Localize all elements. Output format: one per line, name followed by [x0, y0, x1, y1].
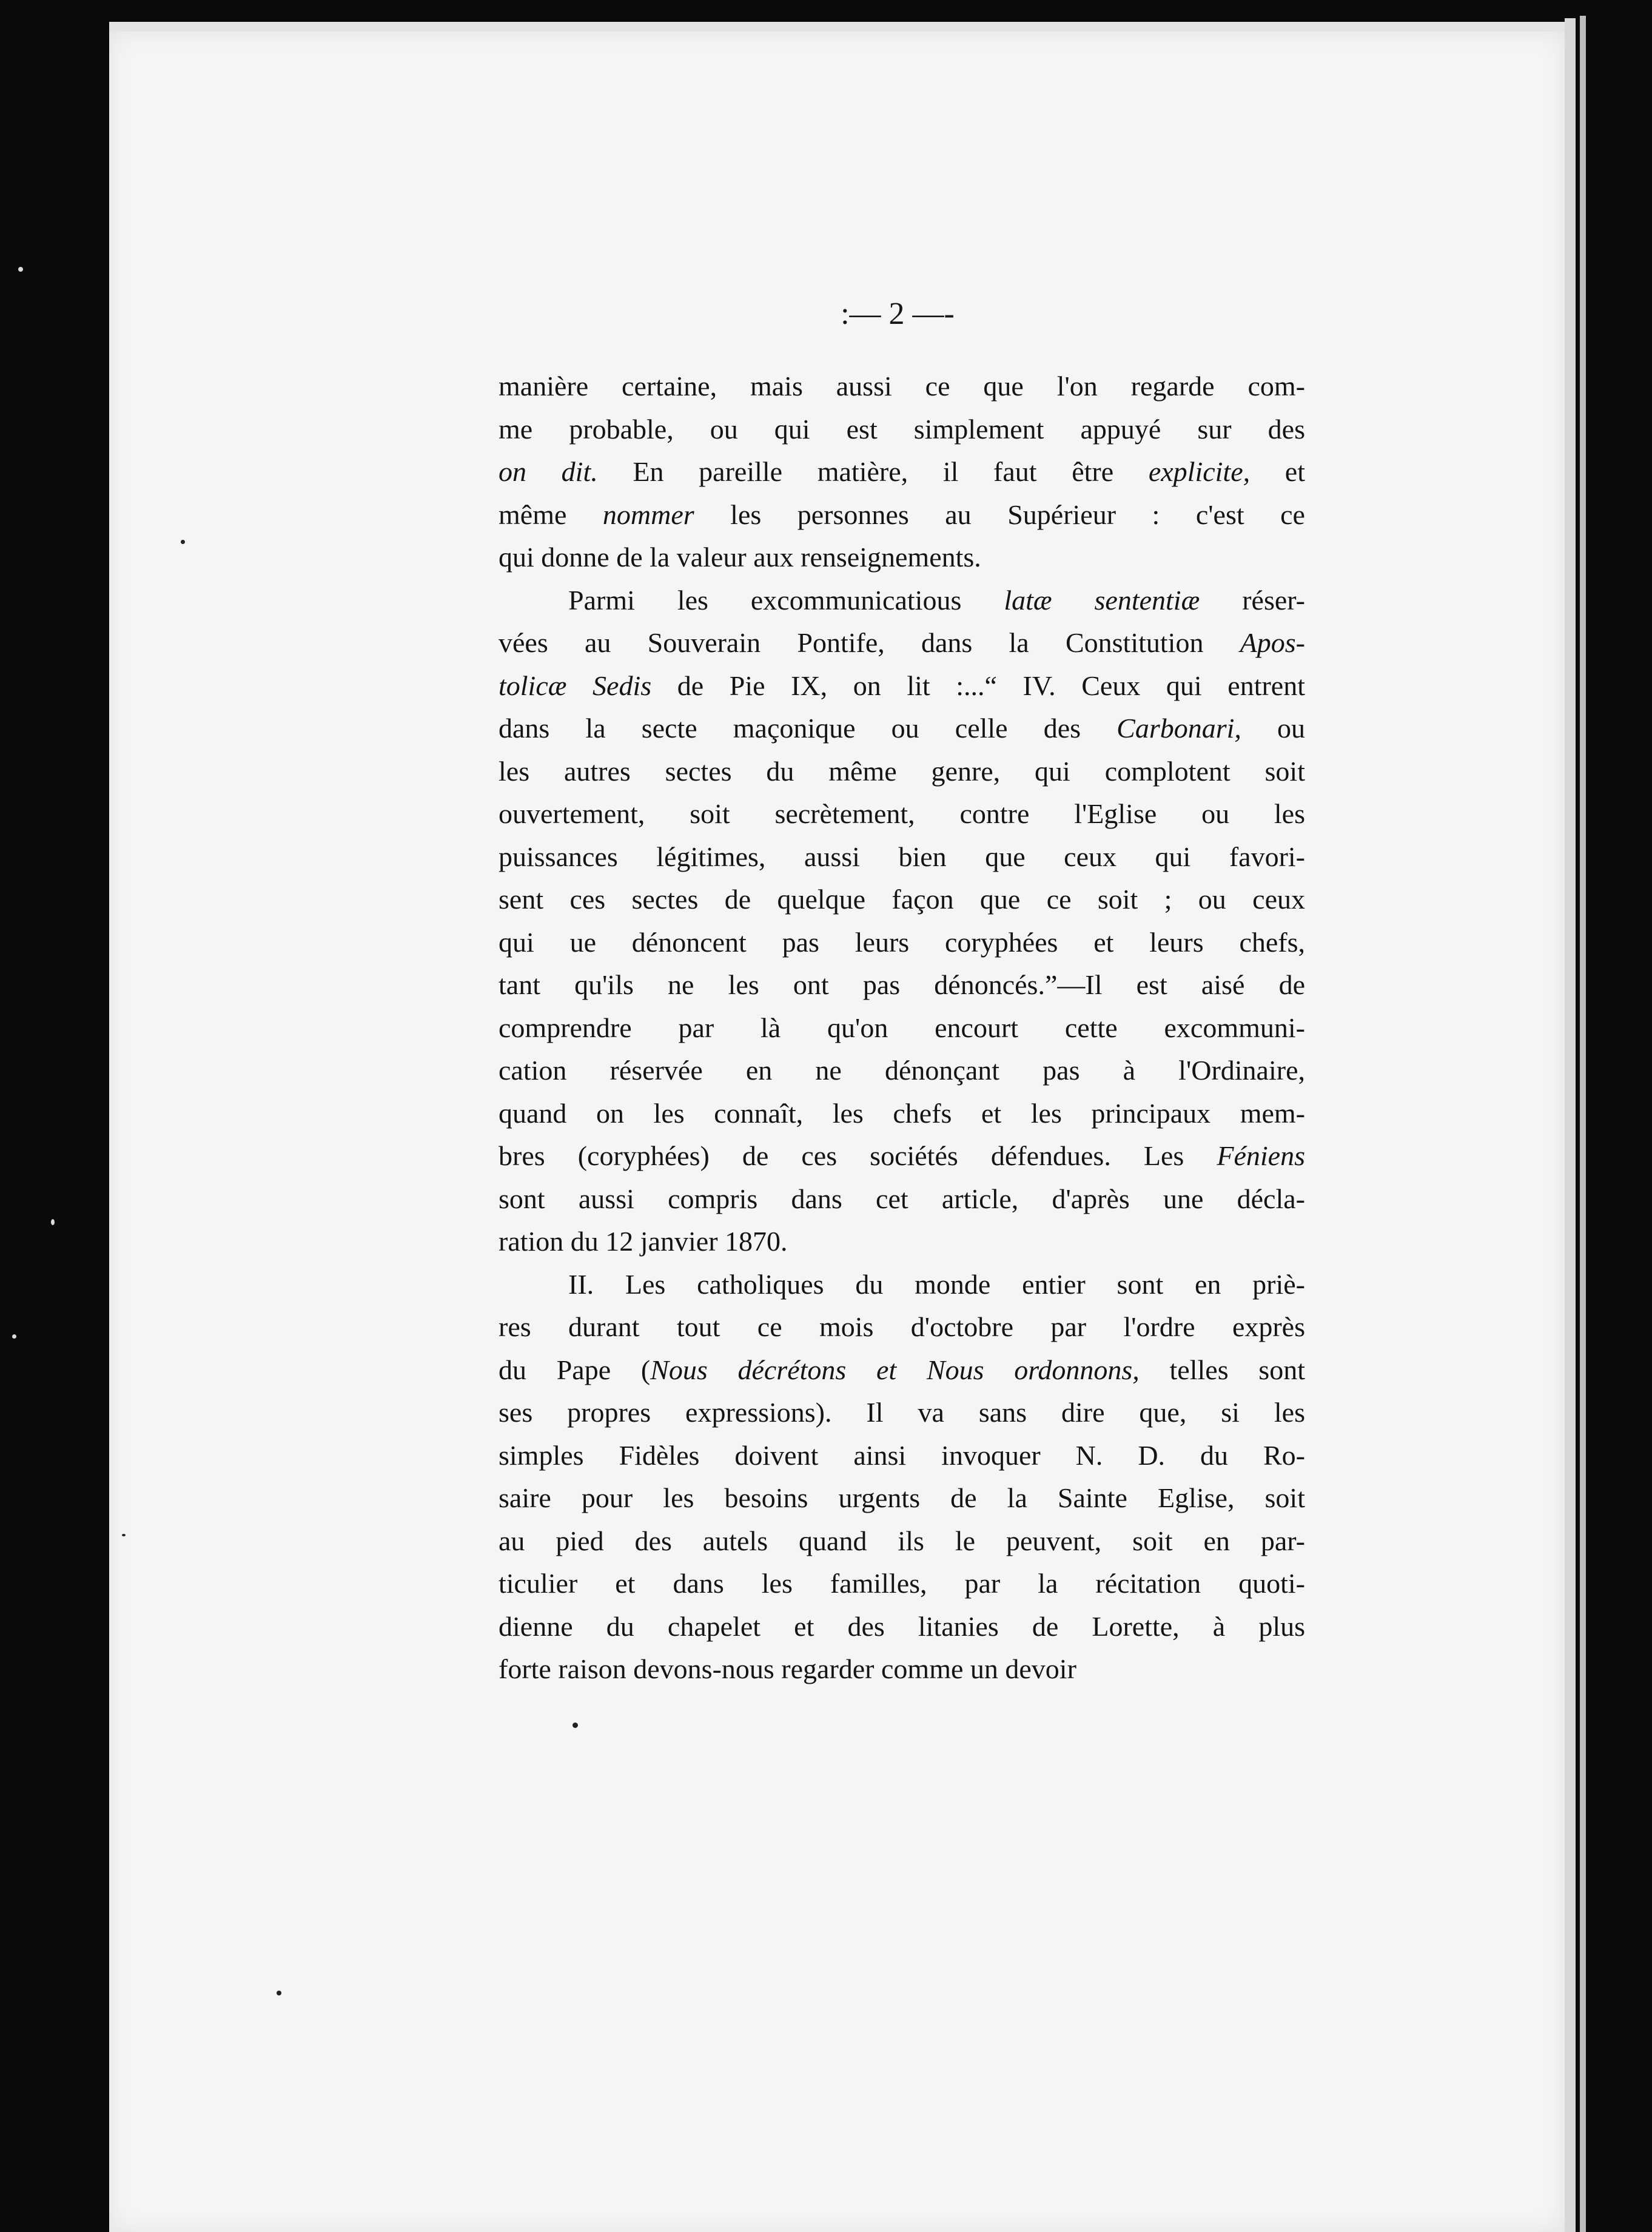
- text-run: sont aussi compris dans cet article, d'après une décla-: [499, 1183, 1305, 1214]
- text-line: [499, 836, 1305, 879]
- text-run: ticulier et dans les familles, par la récitation quoti-: [499, 1568, 1305, 1599]
- italic-run: Carbonari,: [1116, 713, 1241, 744]
- scan-speck: [51, 1219, 55, 1225]
- text-line: [499, 921, 1305, 964]
- text-line: [499, 622, 1305, 665]
- text-run: qui ue dénoncent pas leurs coryphées et leurs chefs,: [499, 926, 1305, 958]
- page-edge-top: [109, 22, 1565, 32]
- italic-run: Nous décrétons et Nous ordonnons,: [650, 1354, 1140, 1385]
- text-line: [499, 793, 1305, 836]
- text-run: dans la secte maçonique ou celle des: [499, 713, 1117, 744]
- italic-run: nommer: [602, 499, 694, 530]
- text-run: res durant tout ce mois d'octobre par l'ordre exprès: [499, 1311, 1305, 1342]
- text-run: au pied des autels quand ils le peuvent, soit en par-: [499, 1525, 1305, 1556]
- scan-speck: [122, 1534, 126, 1536]
- text-run: cation réservée en ne dénonçant pas à l'Ordinaire,: [499, 1055, 1305, 1086]
- text-run: simples Fidèles doivent ainsi invoquer N. D. du Ro-: [499, 1439, 1305, 1471]
- text-run: vées au Souverain Pontife, dans la Constitution: [499, 627, 1240, 658]
- text-line: [499, 964, 1305, 1007]
- text-run: ses propres expressions). Il va sans dire que, si les: [499, 1397, 1305, 1428]
- text-line: [499, 1263, 1305, 1306]
- italic-run: latæ sententiæ: [1004, 584, 1200, 616]
- text-line: [499, 750, 1305, 793]
- text-line: [499, 451, 1305, 494]
- text-line: [499, 1605, 1305, 1649]
- text-run: et: [1250, 456, 1306, 487]
- page-edge-right-underlay: [1580, 16, 1586, 2232]
- scan-speck: [12, 1334, 16, 1339]
- italic-run: on dit.: [499, 456, 598, 487]
- text-run: ou: [1241, 713, 1306, 744]
- text-run: forte raison devons-nous regarder comme un devoir: [499, 1653, 1076, 1684]
- text-run: bres (coryphées) de ces sociétés défendues. Les: [499, 1140, 1217, 1171]
- text-run: quand on les connaît, les chefs et les principaux mem-: [499, 1097, 1305, 1129]
- scan-speck: [277, 1991, 281, 1995]
- text-line: [499, 408, 1305, 451]
- text-run: les personnes au Supérieur : c'est ce: [694, 499, 1305, 530]
- text-line: [499, 1220, 1305, 1263]
- text-line: [499, 1520, 1305, 1563]
- scan-speck: [18, 267, 23, 272]
- text-run: du Pape (: [499, 1354, 651, 1385]
- text-line: [499, 1049, 1305, 1092]
- text-line: [499, 365, 1305, 408]
- text-run: me probable, ou qui est simplement appuyé sur des: [499, 413, 1305, 445]
- text-run: II. Les catholiques du monde entier sont en priè-: [568, 1268, 1305, 1300]
- text-line: [499, 1178, 1305, 1221]
- text-line: [499, 665, 1305, 708]
- text-line: [499, 1434, 1305, 1477]
- text-run: sent ces sectes de quelque façon que ce soit ; ou ceux: [499, 884, 1305, 915]
- italic-run: explicite,: [1148, 456, 1251, 487]
- text-run: Parmi les excommunicatious: [568, 584, 1004, 616]
- text-line: [499, 1648, 1305, 1691]
- text-run: dienne du chapelet et des litanies de Lorette, à plus: [499, 1610, 1305, 1642]
- text-line: [499, 1007, 1305, 1050]
- text-run: telles sont: [1139, 1354, 1305, 1385]
- text-line: [499, 579, 1305, 622]
- text-run: puissances légitimes, aussi bien que ceux qui favori-: [499, 841, 1305, 872]
- text-line: [499, 536, 1305, 579]
- text-run: ration du 12 janvier 1870.: [499, 1226, 788, 1257]
- page-number: :— 2 —-: [841, 297, 955, 331]
- text-line: [499, 1477, 1305, 1520]
- text-line: [499, 1135, 1305, 1178]
- text-line: [499, 1562, 1305, 1605]
- text-line: [499, 707, 1305, 750]
- text-run: tant qu'ils ne les ont pas dénoncés.”—Il est aisé de: [499, 969, 1305, 1000]
- scan-speck: [572, 1723, 578, 1728]
- text-run: les autres sectes du même genre, qui complotent soit: [499, 755, 1305, 787]
- italic-run: Apos-: [1240, 627, 1305, 658]
- text-run: réser-: [1200, 584, 1305, 616]
- text-line: [499, 1349, 1305, 1392]
- text-run: même: [499, 499, 603, 530]
- text-line: [499, 1092, 1305, 1135]
- text-run: comprendre par là qu'on encourt cette excommuni-: [499, 1012, 1305, 1043]
- page-edge-right: [1565, 18, 1576, 2232]
- text-run: manière certaine, mais aussi ce que l'on regarde com-: [499, 371, 1305, 402]
- text-line: [499, 1306, 1305, 1349]
- text-run: ouvertement, soit secrètement, contre l'Eglise ou les: [499, 798, 1305, 829]
- text-run: de Pie IX, on lit :...“ IV. Ceux qui entrent: [651, 670, 1305, 701]
- scan-speck: [181, 540, 185, 544]
- text-line: [499, 1391, 1305, 1434]
- text-line: [499, 494, 1305, 537]
- body-text: [499, 365, 1305, 1691]
- italic-run: tolicæ Sedis: [499, 670, 652, 701]
- text-line: [499, 878, 1305, 921]
- italic-run: Féniens: [1217, 1140, 1305, 1171]
- text-run: qui donne de la valeur aux renseignements.: [499, 542, 981, 573]
- text-run: En pareille matière, il faut être: [597, 456, 1149, 487]
- text-run: saire pour les besoins urgents de la Sainte Eglise, soit: [499, 1482, 1305, 1513]
